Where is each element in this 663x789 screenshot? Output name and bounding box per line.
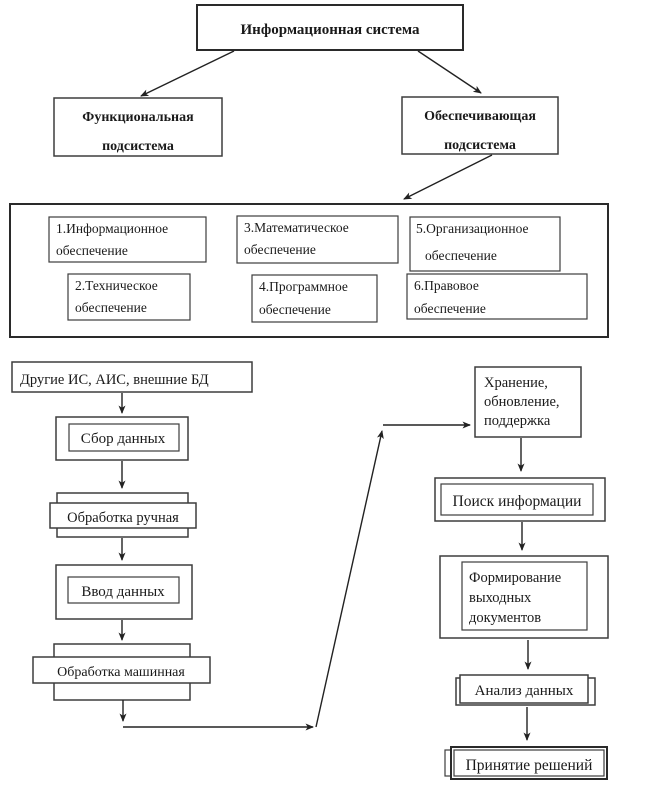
output-docs-line3: документов xyxy=(469,610,542,626)
functional-subsystem-line1: Функциональная xyxy=(82,110,194,125)
storage-line3: поддержка xyxy=(484,413,551,429)
component-6-line1: 6.Правовое xyxy=(414,278,479,293)
functional-subsystem-line2: подсистема xyxy=(102,139,174,154)
component-3-line1: 3.Математическое xyxy=(244,220,349,235)
decision-label: Принятие решений xyxy=(465,757,593,774)
component-6-line2: обеспечение xyxy=(414,301,486,316)
providing-subsystem-line2: подсистема xyxy=(444,138,516,153)
node-information-system-label: Информационная система xyxy=(240,22,420,38)
machine-processing-label: Обработка машинная xyxy=(57,665,185,680)
component-4-line1: 4.Программное xyxy=(259,279,348,294)
connector-diagonal-segment xyxy=(316,431,382,727)
component-1-line1: 1.Информационное xyxy=(56,221,169,236)
storage-line1: Хранение, xyxy=(484,375,548,391)
output-docs-line1: Формирование xyxy=(469,570,562,586)
manual-processing-label: Обработка ручная xyxy=(67,510,179,526)
storage-line2: обновление, xyxy=(484,394,560,410)
arrow-system-to-providing xyxy=(418,51,481,93)
arrow-providing-to-components xyxy=(404,155,492,199)
component-2-line1: 2.Техническое xyxy=(75,278,158,293)
component-2-line2: обеспечение xyxy=(75,300,147,315)
component-5-line1: 5.Организационное xyxy=(416,221,529,236)
component-1-line2: обеспечение xyxy=(56,243,128,258)
output-docs-line2: выходных xyxy=(469,590,532,606)
providing-subsystem-line1: Обеспечивающая xyxy=(424,109,536,124)
arrow-system-to-functional xyxy=(141,51,234,96)
component-5-line2: обеспечение xyxy=(425,248,497,263)
input-label: Ввод данных xyxy=(81,584,165,600)
external-sources-label: Другие ИС, АИС, внешние БД xyxy=(20,372,209,388)
component-3-line2: обеспечение xyxy=(244,242,316,257)
collect-label: Сбор данных xyxy=(80,431,166,447)
search-label: Поиск информации xyxy=(452,493,582,510)
component-4-line2: обеспечение xyxy=(259,302,331,317)
analysis-label: Анализ данных xyxy=(474,683,574,699)
